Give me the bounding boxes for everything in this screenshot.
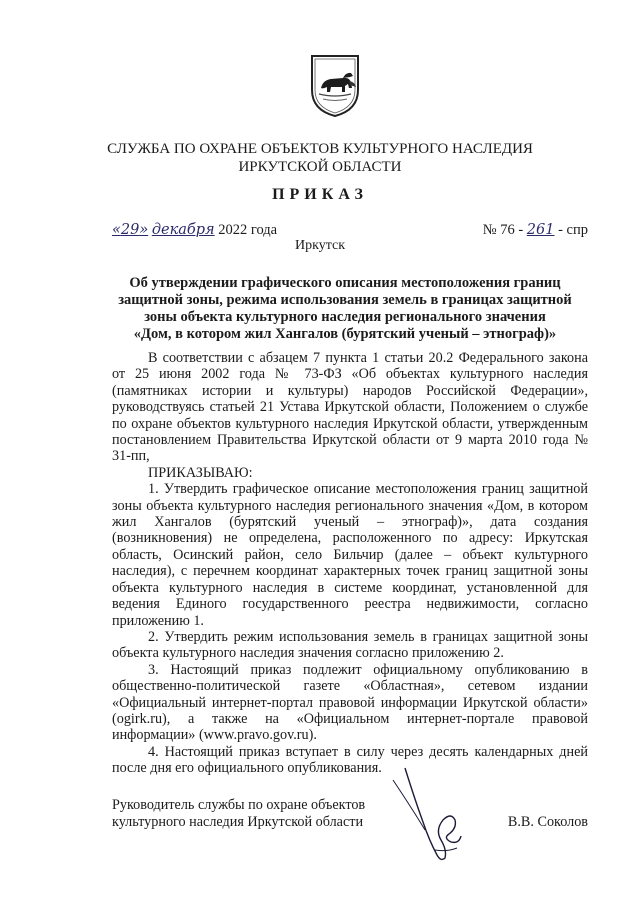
date-year: 2022 года (218, 222, 278, 238)
date-close-quote: » (139, 222, 149, 238)
position-line-1: Руководитель службы по охране объектов (112, 797, 366, 813)
number-handwritten: 261 (526, 222, 555, 238)
organization-name (0, 140, 640, 176)
number-suffix: - спр (558, 222, 588, 238)
item-4-paragraph: 4. Настоящий приказ вступает в силу через десять календарных дней после дня его официального опубликования. (112, 743, 588, 777)
title-line-1: Об утверждении графического описания местоположения границ (129, 275, 561, 291)
document-title (100, 275, 590, 343)
document-body (112, 350, 588, 777)
signatory-name: В.В. Соколов (507, 814, 588, 830)
document-type: ПРИКАЗ (272, 186, 368, 203)
coat-of-arms-emblem (309, 52, 361, 118)
org-line-2: ИРКУТСКОЙ ОБЛАСТИ (238, 159, 402, 175)
date-month: декабря (151, 222, 215, 238)
document-city: Иркутск (294, 238, 346, 253)
handwritten-signature (385, 760, 480, 870)
org-line-1: СЛУЖБА ПО ОХРАНЕ ОБЪЕКТОВ КУЛЬТУРНОГО НАСЛЕДИЯ (107, 141, 533, 157)
item-1-paragraph: 1. Утвердить графическое описание местоположения границ защитной зоны объекта культурного наследия регионального значения «Дом, в котором жил Хангалов (бурятский ученый – этнограф)», дата создания (возникновения) не определена, расположенного по адресу: Иркутская область, Осинский район, село Бильчир (далее – объект культурного наследия), с перечнем координат характерных точек границ защитной зоны объекта культурного наследия в системе координат, установленной для ведения Единого государственного реестра недвижимости, согласно приложению 1. (112, 481, 588, 629)
order-word: ПРИКАЗЫВАЮ: (148, 464, 253, 481)
document-date (112, 222, 277, 239)
position-line-2: культурного наследия Иркутской области (112, 814, 364, 830)
number-prefix: № 76 - (482, 222, 524, 238)
document-number (483, 222, 588, 239)
intro-paragraph: В соответствии с абзацем 7 пункта 1 статьи 20.2 Федерального закона от 25 июня 2002 года № 73-ФЗ «Об объектах культурного наследия (памятниках истории и культуры) народов Российской Федерации», руководствуясь статьей 21 Устава Иркутской области, Положением о службе по охране объектов культурного наследия Иркутской области, утвержденным постановлением Правительства Иркутской области от 9 марта 2010 года № 31-пп, (112, 350, 588, 465)
date-open-quote: « (112, 222, 121, 238)
title-line-2: защитной зоны, режима использования земель в границах защитной (118, 292, 572, 308)
item-2-paragraph: 2. Утвердить режим использования земель в границах защитной зоны объекта культурного наследия значения согласно приложению 2. (112, 628, 588, 662)
item-3-paragraph: 3. Настоящий приказ подлежит официальному опубликованию в общественно-политической газете «Областная», сетевом издании «Официальный интернет-портал правовой информации Иркутской области» (ogirk.ru), а также на «Официальном интернет-портале правовой информации» (www.pravo.gov.ru). (112, 661, 588, 744)
date-day: 29 (120, 222, 140, 238)
title-line-3: зоны объекта культурного наследия регионального значения (144, 309, 546, 325)
signatory-position (112, 797, 365, 831)
title-line-4: «Дом, в котором жил Хангалов (бурятский ученый – этнограф)» (133, 326, 557, 342)
